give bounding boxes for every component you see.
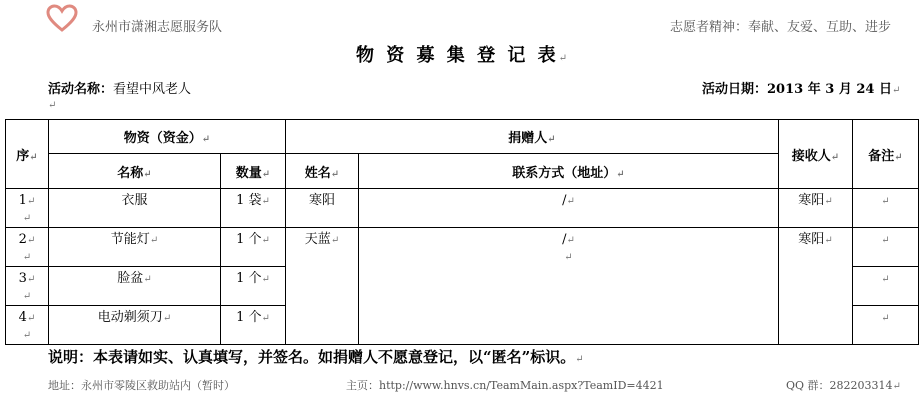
row-donor-contact: /↵ [359,189,779,228]
row-seq: 2↵ ↵ [6,228,49,267]
header-donor-contact: 联系方式（地址）↵ [359,154,779,189]
row-quantity: 1 袋↵ [221,189,286,228]
org-name: 永州市潇湘志愿服务队 [92,20,223,35]
header-donor-name: 姓名↵ [286,154,359,189]
row-item-name: 节能灯↵ [49,228,221,267]
heart-logo-icon [46,4,78,32]
row-quantity: 1 个↵ [221,306,286,345]
row-remarks: ↵ [853,267,919,306]
table-row [6,228,919,267]
page-title: 物 资 募 集 登 记 表 [356,45,559,66]
row-item-name: 脸盆↵ [49,267,221,306]
activity-name: 看望中风老人 [113,82,192,97]
row-remarks: ↵ [853,306,919,345]
row-remarks: ↵ [853,228,919,267]
row-quantity: 1 个↵ [221,228,286,267]
header-receiver: 接收人↵ [779,120,853,189]
row-donor-name: 天蓝↵ [286,228,359,345]
header-donor: 捐赠人↵ [286,120,779,154]
header-seq: 序↵ [6,120,49,189]
activity-label: 活动名称： [48,82,114,97]
activity-date: 2013 年 3 月 24 日 [767,82,892,97]
table-row [6,189,919,228]
registration-table [5,119,919,345]
header-quantity: 数量↵ [221,154,286,189]
row-seq: 1↵ ↵ [6,189,49,228]
row-seq: 4↵ ↵ [6,306,49,345]
row-receiver: 寒阳↵ [779,189,853,228]
row-remarks: ↵ [853,189,919,228]
row-quantity: 1 个↵ [221,267,286,306]
row-donor-contact: /↵ ↵ [359,228,779,345]
footer-qq: QQ 群：282203314 [786,379,893,392]
footer-homepage[interactable]: 主页：http://www.hnvs.cn/TeamMain.aspx?TeamID=4421 [346,379,664,392]
note-text: 说明：本表请如实、认真填写，并签名。如捐赠人不愿意登记，以“匿名”标识。 [48,348,576,366]
footer-address: 地址：永州市零陵区救助站内（暂时） [48,379,235,392]
header-materials: 物资（资金）↵ [49,120,286,154]
date-label: 活动日期： [702,82,768,97]
row-item-name: 电动剃须刀↵ [49,306,221,345]
row-donor-name: 寒阳 [286,189,359,228]
header-item-name: 名称↵ [49,154,221,189]
row-item-name: 衣服 [49,189,221,228]
header-remarks: 备注↵ [853,120,919,189]
logo [46,4,78,36]
row-seq: 3↵ ↵ [6,267,49,306]
row-receiver: 寒阳↵ [779,228,853,345]
volunteer-spirit: 志愿者精神：奉献、友爱、互助、进步 [670,20,892,35]
